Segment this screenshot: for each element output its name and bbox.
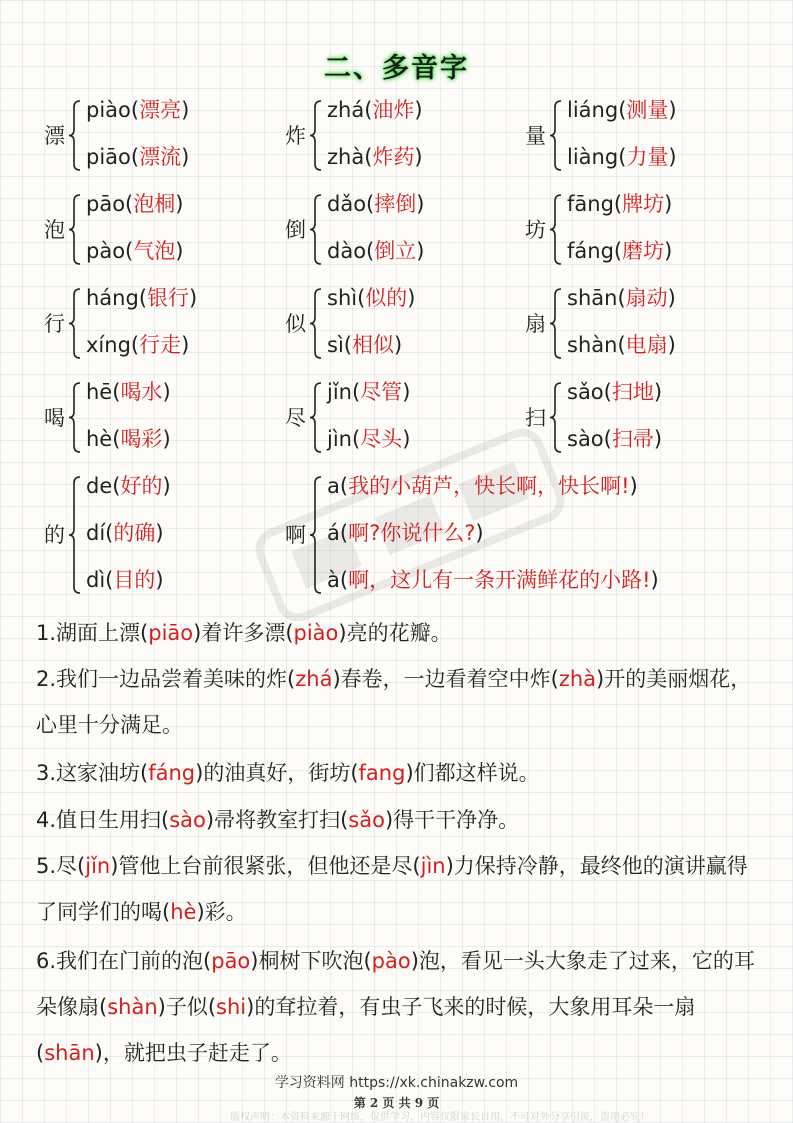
paren-close: ) bbox=[175, 239, 184, 263]
reading-line bbox=[86, 331, 189, 359]
paren-open: ( bbox=[339, 474, 349, 498]
sentence-pinyin: hè bbox=[170, 900, 197, 924]
paren-close: ) bbox=[653, 380, 663, 404]
sentence-text: )的耷拉着，有虫子飞来的时候，大象用耳朵一扇( bbox=[36, 995, 696, 1065]
pinyin: fāng bbox=[567, 192, 614, 216]
paren-close: ) bbox=[155, 568, 164, 592]
reading-line bbox=[86, 378, 171, 406]
reading-line bbox=[327, 190, 424, 218]
paren-close: ) bbox=[416, 239, 425, 263]
paren-close: ) bbox=[650, 568, 659, 592]
example-word: 扇动 bbox=[625, 286, 668, 310]
paren-open: ( bbox=[603, 427, 612, 451]
brace-icon bbox=[68, 194, 82, 265]
sentence-text: )春卷，一边看着空中炸( bbox=[332, 667, 559, 691]
sentence-pinyin: shi bbox=[216, 995, 247, 1019]
sentence-pinyin: piāo bbox=[148, 621, 194, 645]
sentence-text: )帚将教室打扫( bbox=[205, 808, 349, 832]
sentence-text: )子似( bbox=[157, 995, 217, 1019]
paren-open: ( bbox=[339, 521, 349, 545]
sentence-pinyin: jìn bbox=[420, 854, 446, 878]
pinyin: à bbox=[327, 568, 340, 592]
pinyin: fáng bbox=[567, 239, 614, 263]
paren-close: ) bbox=[416, 192, 425, 216]
pinyin: dì bbox=[86, 568, 106, 592]
sentence-text: )的油真好，街坊( bbox=[195, 761, 359, 785]
reading-line bbox=[327, 472, 638, 500]
paren-close: ) bbox=[653, 427, 663, 451]
pinyin: hē bbox=[86, 380, 113, 404]
sentence-text: )得干干净净。 bbox=[384, 808, 520, 832]
reading-line bbox=[86, 284, 197, 312]
polyphone-char: 泡 bbox=[44, 217, 65, 242]
paren-close: ) bbox=[664, 192, 673, 216]
example-word: 目的 bbox=[113, 568, 156, 592]
footer-page-number: 第 2 页 共 9 页 bbox=[353, 1096, 440, 1110]
paren-open: ( bbox=[130, 98, 140, 122]
paren-open: ( bbox=[364, 98, 373, 122]
pinyin: sì bbox=[327, 333, 344, 357]
example-word: 扫地 bbox=[611, 380, 654, 404]
reading-line bbox=[567, 284, 676, 312]
paren-open: ( bbox=[351, 380, 361, 404]
sentence-text: 5.尽( bbox=[36, 854, 86, 878]
brace-icon bbox=[309, 288, 323, 359]
paren-open: ( bbox=[617, 286, 626, 310]
brace-icon bbox=[309, 476, 323, 594]
example-word: 磨坊 bbox=[622, 239, 665, 263]
example-word: 行走 bbox=[139, 333, 182, 357]
brace-icon bbox=[68, 100, 82, 171]
reading-line bbox=[567, 378, 662, 406]
paren-close: ) bbox=[162, 380, 171, 404]
reading-line bbox=[86, 566, 164, 594]
brace-icon bbox=[549, 382, 563, 453]
sentence-pinyin: fang bbox=[358, 761, 406, 785]
paren-open: ( bbox=[613, 239, 623, 263]
pinyin: sào bbox=[567, 427, 604, 451]
paren-open: ( bbox=[357, 286, 366, 310]
sentence-text: )桐树下吹泡( bbox=[250, 949, 372, 973]
sentence-pinyin: fáng bbox=[148, 761, 196, 785]
paren-open: ( bbox=[130, 145, 140, 169]
example-word: 漂流 bbox=[139, 145, 182, 169]
sentence-pinyin: pào bbox=[371, 949, 411, 973]
reading-line bbox=[327, 143, 423, 171]
sentence-pinyin: pāo bbox=[211, 949, 251, 973]
sentence-text: )开的美丽烟花，心里十分满足。 bbox=[36, 667, 752, 737]
example-word: 我的小葫芦，快长啊，快长啊! bbox=[348, 474, 630, 498]
paren-close: ) bbox=[414, 98, 423, 122]
pinyin: shān bbox=[567, 286, 618, 310]
brace-icon bbox=[549, 194, 563, 265]
sentence-text: )，就把虫子赶走了。 bbox=[94, 1041, 292, 1065]
reading-line bbox=[567, 331, 676, 359]
reading-line bbox=[86, 519, 164, 547]
brace-icon bbox=[309, 100, 323, 171]
sentence-text: 2.我们一边品尝着美味的炸( bbox=[36, 667, 296, 691]
pinyin: dí bbox=[86, 521, 106, 545]
paren-open: ( bbox=[613, 192, 623, 216]
paren-open: ( bbox=[364, 145, 373, 169]
paren-open: ( bbox=[105, 568, 114, 592]
reading-line bbox=[86, 96, 189, 124]
paren-open: ( bbox=[618, 145, 627, 169]
sentence-text: 6.我们在门前的泡( bbox=[36, 949, 212, 973]
example-word: 啊，这儿有一条开满鲜花的小路! bbox=[348, 568, 651, 592]
reading-line bbox=[86, 190, 183, 218]
pinyin: pāo bbox=[86, 192, 126, 216]
polyphone-char: 行 bbox=[44, 311, 65, 336]
paren-close: ) bbox=[402, 380, 411, 404]
reading-line bbox=[327, 566, 659, 594]
paren-close: ) bbox=[668, 98, 677, 122]
reading-line bbox=[327, 331, 402, 359]
sentence-text: 3.这家油坊( bbox=[36, 761, 149, 785]
brace-icon bbox=[68, 382, 82, 453]
polyphone-char: 喝 bbox=[44, 405, 65, 430]
example-word: 喝彩 bbox=[120, 427, 163, 451]
polyphone-char: 的 bbox=[44, 523, 65, 547]
pinyin: shàn bbox=[567, 333, 618, 357]
example-sentence bbox=[36, 843, 766, 935]
example-word: 牌坊 bbox=[622, 192, 665, 216]
paren-open: ( bbox=[105, 521, 114, 545]
reading-line bbox=[567, 190, 672, 218]
example-word: 啊?你说什么? bbox=[348, 521, 476, 545]
paren-open: ( bbox=[112, 474, 121, 498]
brace-icon bbox=[68, 476, 82, 594]
paren-open: ( bbox=[112, 380, 121, 404]
polyphone-char: 量 bbox=[525, 123, 546, 148]
brace-icon bbox=[309, 382, 323, 453]
reading-line bbox=[327, 519, 484, 547]
reading-line bbox=[86, 143, 189, 171]
reading-line bbox=[327, 378, 410, 406]
polyphone-char: 坊 bbox=[525, 217, 546, 242]
polyphone-char: 扇 bbox=[525, 311, 546, 336]
polyphone-char: 尽 bbox=[285, 405, 306, 430]
sentence-text: )着许多漂( bbox=[193, 621, 294, 645]
paren-close: ) bbox=[393, 333, 403, 357]
brace-icon bbox=[309, 194, 323, 265]
example-word: 扫帚 bbox=[611, 427, 654, 451]
polyphone-char: 炸 bbox=[285, 123, 306, 148]
polyphone-char: 漂 bbox=[44, 123, 65, 148]
reading-line bbox=[86, 237, 183, 265]
example-sentence bbox=[36, 750, 766, 796]
sentence-pinyin: sào bbox=[169, 808, 206, 832]
paren-close: ) bbox=[667, 333, 676, 357]
pinyin: hè bbox=[86, 427, 113, 451]
reading-line bbox=[567, 143, 677, 171]
pinyin: jìn bbox=[327, 427, 352, 451]
footer-site: 学习资料网 https://xk.chinakzw.com bbox=[274, 1075, 519, 1091]
reading-line bbox=[327, 425, 410, 453]
pinyin: dào bbox=[327, 239, 367, 263]
pinyin: zhá bbox=[327, 98, 365, 122]
sentence-text: )管他上台前很紧张，但他还是尽( bbox=[110, 854, 421, 878]
sentence-text: 1.湖面上漂( bbox=[36, 621, 149, 645]
reading-line bbox=[327, 96, 423, 124]
pinyin: piào bbox=[86, 98, 131, 122]
paren-close: ) bbox=[175, 192, 184, 216]
polyphone-char: 似 bbox=[285, 311, 306, 336]
paren-open: ( bbox=[617, 333, 626, 357]
paren-close: ) bbox=[664, 239, 673, 263]
paren-open: ( bbox=[339, 568, 349, 592]
paren-close: ) bbox=[414, 145, 423, 169]
pinyin: piāo bbox=[86, 145, 131, 169]
paren-open: ( bbox=[603, 380, 612, 404]
paren-close: ) bbox=[162, 427, 171, 451]
paren-open: ( bbox=[112, 427, 121, 451]
sentence-text: 4.值日生用扫( bbox=[36, 808, 170, 832]
pinyin: a bbox=[327, 474, 340, 498]
example-word: 银行 bbox=[147, 286, 190, 310]
example-word: 电扇 bbox=[625, 333, 668, 357]
paren-close: ) bbox=[402, 427, 411, 451]
example-word: 好的 bbox=[120, 474, 163, 498]
paren-open: ( bbox=[351, 427, 361, 451]
brace-icon bbox=[549, 100, 563, 171]
pinyin: zhà bbox=[327, 145, 365, 169]
sentence-text: )泡，看见一头大象走了过来，它的耳朵像扇( bbox=[36, 949, 755, 1019]
example-word: 尽头 bbox=[360, 427, 403, 451]
page-title: 二、多音字 bbox=[324, 53, 469, 84]
example-word: 摔倒 bbox=[374, 192, 417, 216]
example-word: 的确 bbox=[113, 521, 156, 545]
sentence-pinyin: shān bbox=[44, 1041, 95, 1065]
sentence-pinyin: piào bbox=[293, 621, 339, 645]
paren-close: ) bbox=[181, 145, 190, 169]
paren-open: ( bbox=[618, 98, 627, 122]
example-sentence bbox=[36, 797, 766, 843]
sentence-pinyin: zhà bbox=[558, 667, 597, 691]
sentence-text: )亮的花瓣。 bbox=[338, 621, 452, 645]
paren-close: ) bbox=[189, 286, 198, 310]
paren-close: ) bbox=[629, 474, 638, 498]
pinyin: xíng bbox=[86, 333, 131, 357]
paren-open: ( bbox=[125, 239, 134, 263]
pinyin: háng bbox=[86, 286, 139, 310]
paren-close: ) bbox=[407, 286, 416, 310]
paren-open: ( bbox=[366, 239, 375, 263]
sentence-text: )们都这样说。 bbox=[405, 761, 540, 785]
pinyin: pào bbox=[86, 239, 126, 263]
brace-icon bbox=[68, 288, 82, 359]
footer-copyright-note: 版权声明：本资料来源于网络，仅供学习，内容仅限家长自用，不可对外分享引流，盗用必究！ bbox=[230, 1112, 650, 1123]
sentence-text: )力保持冷静，最终他的演讲赢得了同学们的喝( bbox=[36, 854, 748, 924]
example-word: 气泡 bbox=[133, 239, 176, 263]
example-sentence bbox=[36, 656, 766, 748]
example-word: 测量 bbox=[626, 98, 669, 122]
reading-line bbox=[327, 237, 424, 265]
pinyin: liáng bbox=[567, 98, 619, 122]
paren-close: ) bbox=[181, 333, 190, 357]
paren-close: ) bbox=[667, 286, 676, 310]
example-word: 炸药 bbox=[372, 145, 415, 169]
paren-open: ( bbox=[138, 286, 148, 310]
sentence-pinyin: shàn bbox=[107, 995, 158, 1019]
reading-line bbox=[567, 237, 672, 265]
paren-close: ) bbox=[668, 145, 677, 169]
paren-open: ( bbox=[130, 333, 140, 357]
paren-close: ) bbox=[155, 521, 164, 545]
polyphone-char: 倒 bbox=[285, 217, 306, 242]
example-sentence bbox=[36, 610, 766, 656]
paren-open: ( bbox=[125, 192, 134, 216]
polyphone-char: 扫 bbox=[525, 405, 546, 430]
paren-open: ( bbox=[343, 333, 352, 357]
brace-icon bbox=[549, 288, 563, 359]
sentence-pinyin: zhá bbox=[295, 667, 333, 691]
paren-close: ) bbox=[475, 521, 484, 545]
example-word: 漂亮 bbox=[139, 98, 182, 122]
example-word: 油炸 bbox=[372, 98, 415, 122]
reading-line bbox=[86, 472, 171, 500]
pinyin: de bbox=[86, 474, 113, 498]
example-word: 似的 bbox=[365, 286, 408, 310]
pinyin: jǐn bbox=[327, 380, 352, 404]
sentence-pinyin: jǐn bbox=[85, 854, 111, 878]
paren-open: ( bbox=[366, 192, 375, 216]
example-word: 倒立 bbox=[374, 239, 417, 263]
reading-line bbox=[567, 96, 677, 124]
example-sentence bbox=[36, 938, 766, 1076]
example-word: 尽管 bbox=[360, 380, 403, 404]
reading-line bbox=[327, 284, 416, 312]
example-word: 力量 bbox=[626, 145, 669, 169]
sentence-text: )彩。 bbox=[196, 900, 247, 924]
paren-close: ) bbox=[162, 474, 171, 498]
sentence-pinyin: sǎo bbox=[348, 808, 385, 832]
pinyin: sǎo bbox=[567, 380, 604, 404]
example-word: 相似 bbox=[351, 333, 394, 357]
pinyin: á bbox=[327, 521, 340, 545]
paren-close: ) bbox=[181, 98, 190, 122]
reading-line bbox=[567, 425, 662, 453]
pinyin: liàng bbox=[567, 145, 619, 169]
reading-line bbox=[86, 425, 171, 453]
pinyin: shì bbox=[327, 286, 358, 310]
polyphone-char: 啊 bbox=[285, 523, 306, 547]
example-word: 泡桐 bbox=[133, 192, 176, 216]
example-word: 喝水 bbox=[120, 380, 163, 404]
pinyin: dǎo bbox=[327, 192, 367, 216]
